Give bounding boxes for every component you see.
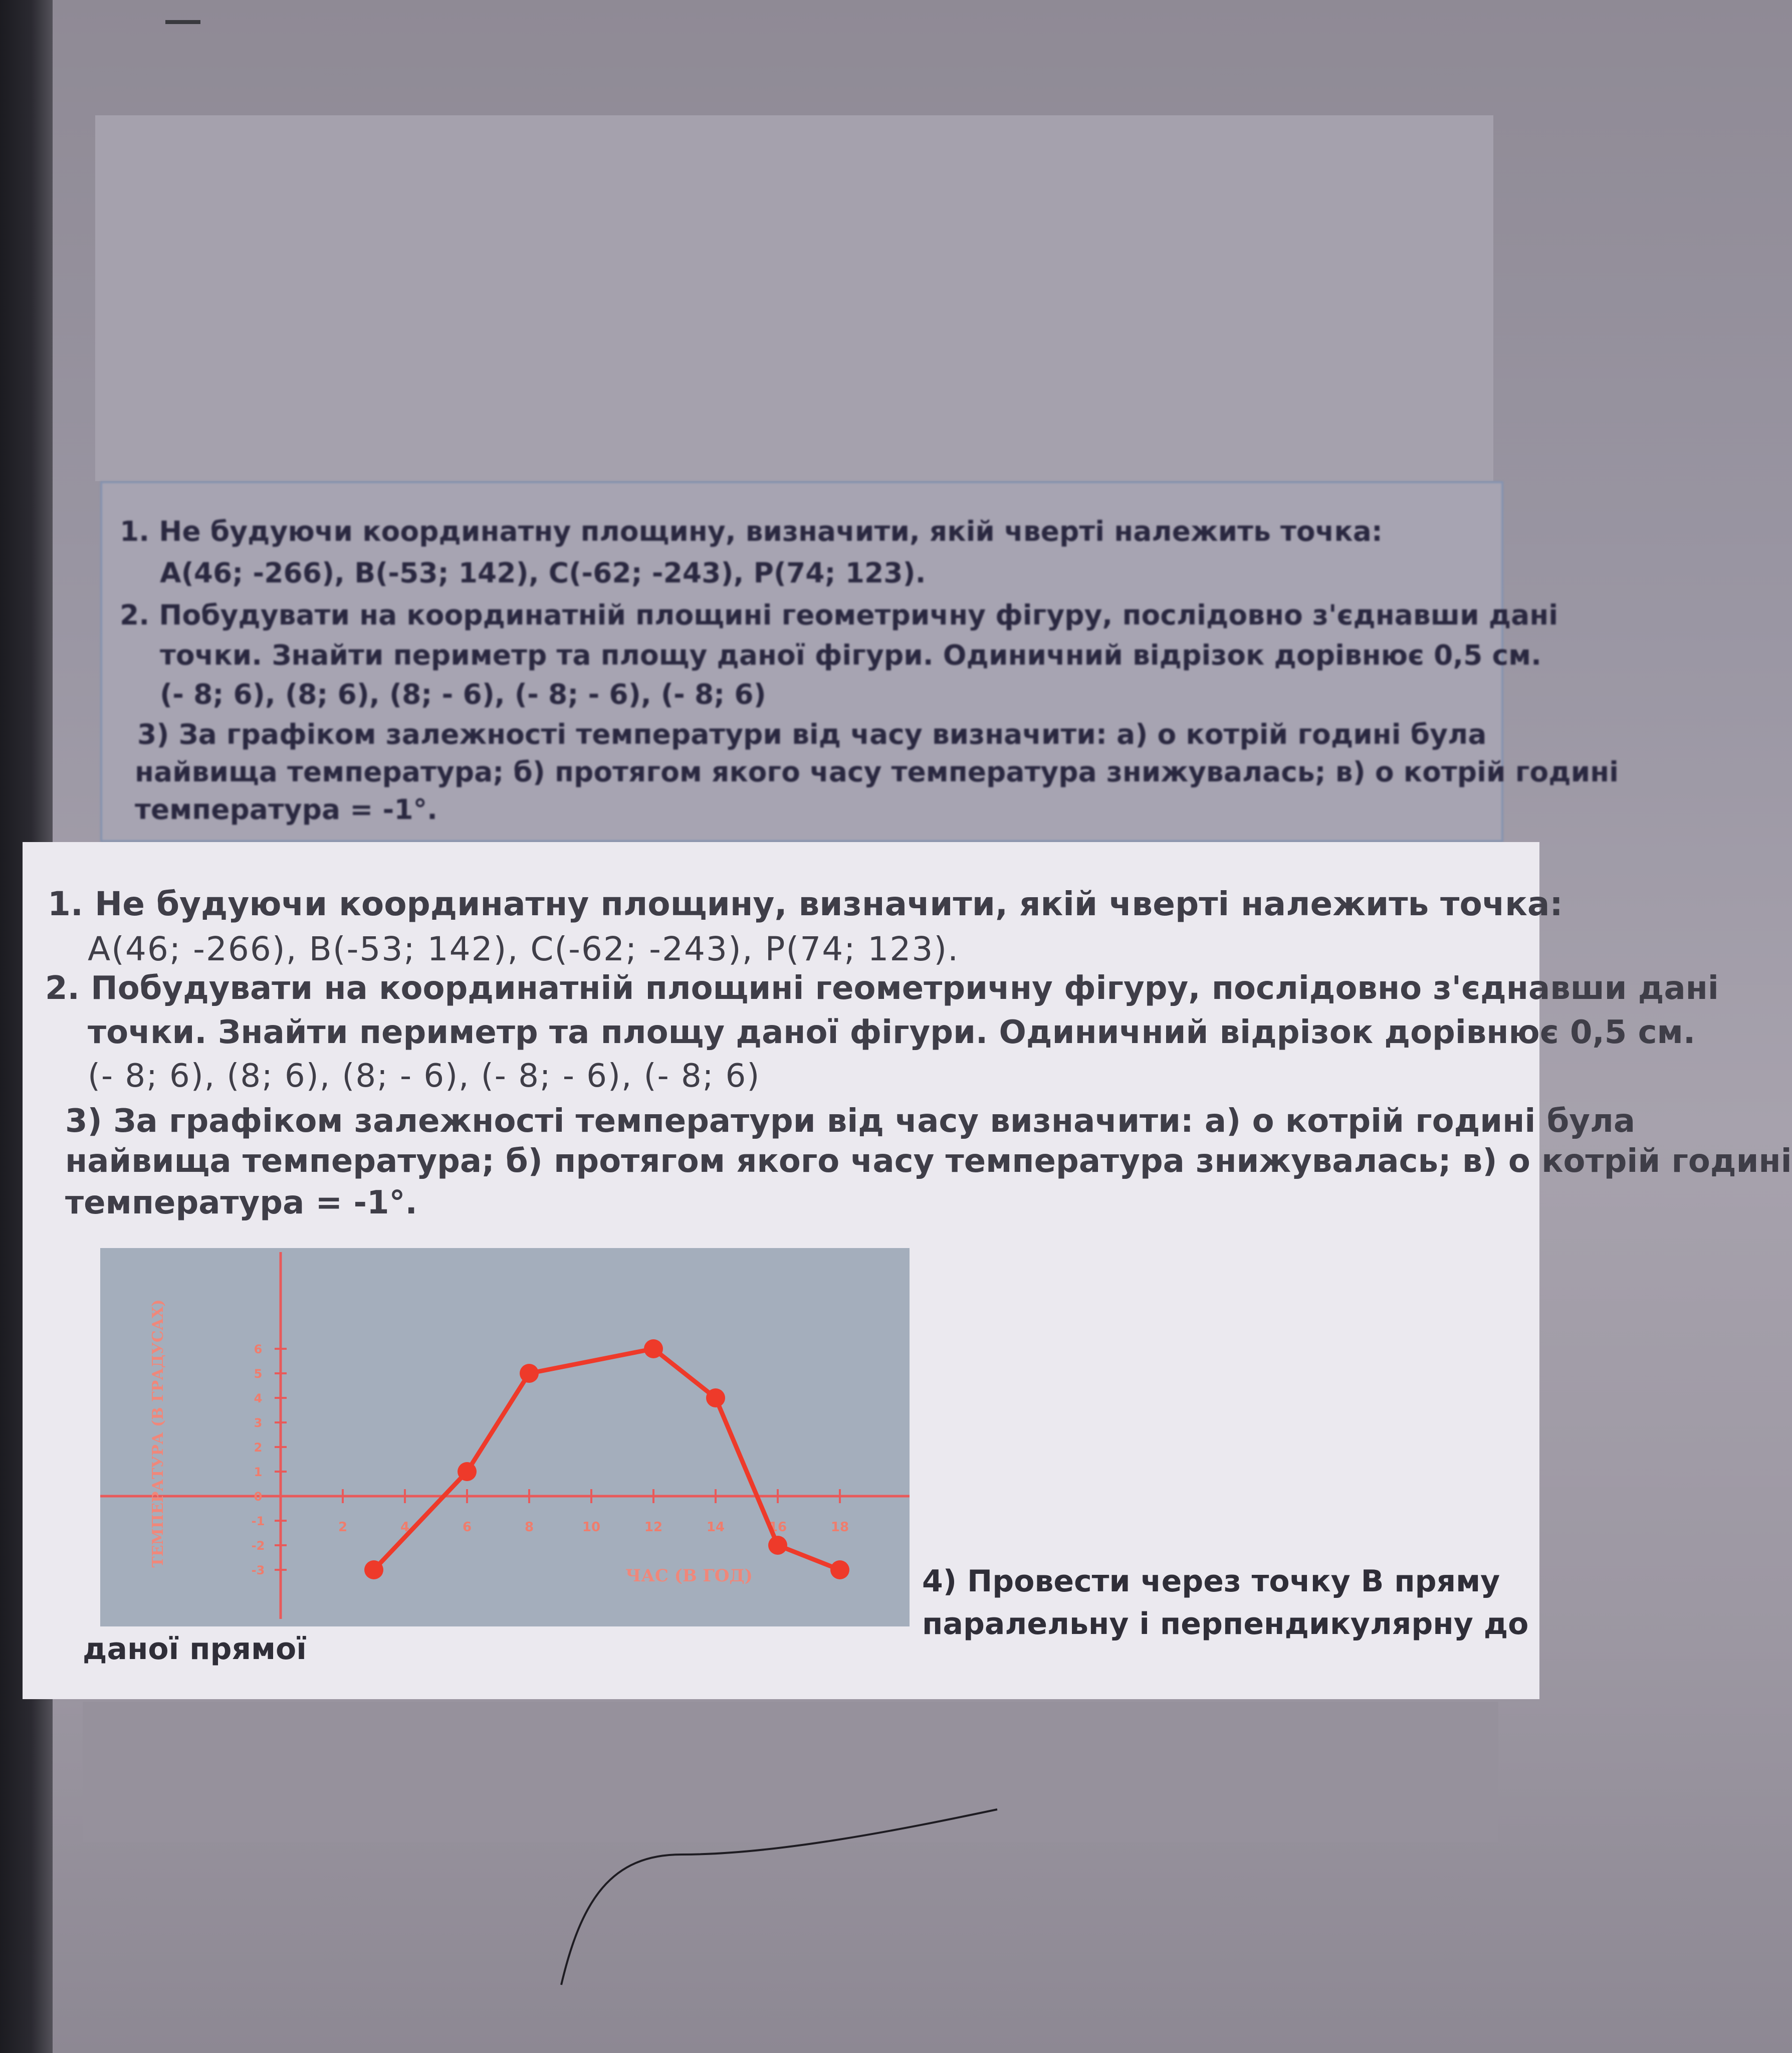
data-point <box>644 1339 663 1358</box>
x-tick-label: 6 <box>462 1520 472 1535</box>
task2-line2: точки. Знайти периметр та площу даної фігури. Одиничний відрізок дорівнює 0,5 см. <box>88 1014 1696 1051</box>
cable-line <box>551 1799 1002 1990</box>
task4-line3: даної прямої <box>83 1631 307 1667</box>
chart-svg <box>100 1248 910 1626</box>
y-tick-label: 2 <box>254 1441 263 1455</box>
worksheet-back-copy <box>100 481 1619 842</box>
data-point <box>706 1388 725 1407</box>
y-axis-label: ТЕМПЕРАТУРА (В ГРАДУСАХ) <box>149 1299 167 1568</box>
task2-points: (- 8; 6), (8; 6), (8; - 6), (- 8; - 6), (- 8; 6) <box>88 1058 761 1095</box>
task3-line2: найвища температура; б) протягом якого часу температура знижувалась; в) о котрій годині <box>65 1143 1792 1180</box>
y-tick-label: 6 <box>254 1342 263 1356</box>
x-tick-label: 14 <box>706 1520 725 1535</box>
back-task2-line2: точки. Знайти периметр та площу даної фігури. Одиничний відрізок дорівнює 0,5 см. <box>160 639 1542 671</box>
task3-line1: 3) За графіком залежності температури від часу визначити: а) о котрій годині була <box>65 1103 1636 1140</box>
back-task3-line1: 3) За графіком залежності температури від часу визначити: а) о котрій годині була <box>137 718 1487 750</box>
y-tick-label: -2 <box>251 1539 265 1553</box>
temperature-chart <box>100 1248 910 1626</box>
y-tick-label: 5 <box>254 1367 263 1381</box>
task4-line1: 4) Провести через точку В пряму <box>922 1564 1500 1599</box>
y-tick-label: 4 <box>254 1391 263 1405</box>
x-axis-label: ЧАС (В ГОД) <box>625 1566 753 1586</box>
y-tick-label: -1 <box>251 1514 265 1528</box>
data-point <box>520 1364 539 1383</box>
x-tick-label: 8 <box>524 1520 534 1535</box>
y-tick-label: 1 <box>254 1465 263 1479</box>
data-point <box>458 1462 477 1481</box>
back-task2-line1: 2. Побудувати на координатній площині геометричну фігуру, послідовно з'єднавши дані <box>120 599 1558 631</box>
data-point <box>768 1536 787 1555</box>
top-mark <box>165 0 200 24</box>
data-point <box>830 1560 849 1579</box>
task3-line3: температура = -1°. <box>65 1184 417 1221</box>
back-task2-line3: (- 8; 6), (8; 6), (8; - 6), (- 8; - 6), (- 8; 6) <box>160 678 766 710</box>
task1-points: А(46; -266), В(-53; 142), С(-62; -243), Р(74; 123). <box>88 930 960 968</box>
y-tick-label: 0 <box>254 1490 263 1504</box>
x-tick-label: 2 <box>338 1520 348 1535</box>
x-tick-label: 10 <box>582 1520 601 1535</box>
y-tick-label: -3 <box>251 1563 265 1577</box>
task4-line2: паралельну і перпендикулярну до <box>922 1606 1529 1641</box>
back-task1-line2: А(46; -266), В(-53; 142), С(-62; -243), Р(74; 123). <box>160 557 926 589</box>
task1-line1: 1. Не будуючи координатну площину, визначити, якій чверті належить точка: <box>48 885 1563 923</box>
back-task1-line1: 1. Не будуючи координатну площину, визначити, якій чверті належить точка: <box>120 515 1383 547</box>
back-task3-line3: температура = -1°. <box>135 793 438 826</box>
y-tick-label: 3 <box>254 1416 263 1430</box>
x-tick-label: 12 <box>644 1520 663 1535</box>
worksheet-card <box>23 842 1792 1699</box>
temperature-line <box>374 1349 840 1570</box>
data-point <box>364 1560 383 1579</box>
x-tick-label: 16 <box>768 1520 787 1535</box>
background-panel <box>95 115 1493 481</box>
x-tick-label: 4 <box>400 1520 410 1535</box>
x-tick-label: 18 <box>830 1520 849 1535</box>
task2-line1: 2. Побудувати на координатній площині геометричну фігуру, послідовно з'єднавши дані <box>45 970 1719 1007</box>
back-task3-line2: найвища температура; б) протягом якого часу температура знижувалась; в) о котрій годині <box>135 756 1619 788</box>
